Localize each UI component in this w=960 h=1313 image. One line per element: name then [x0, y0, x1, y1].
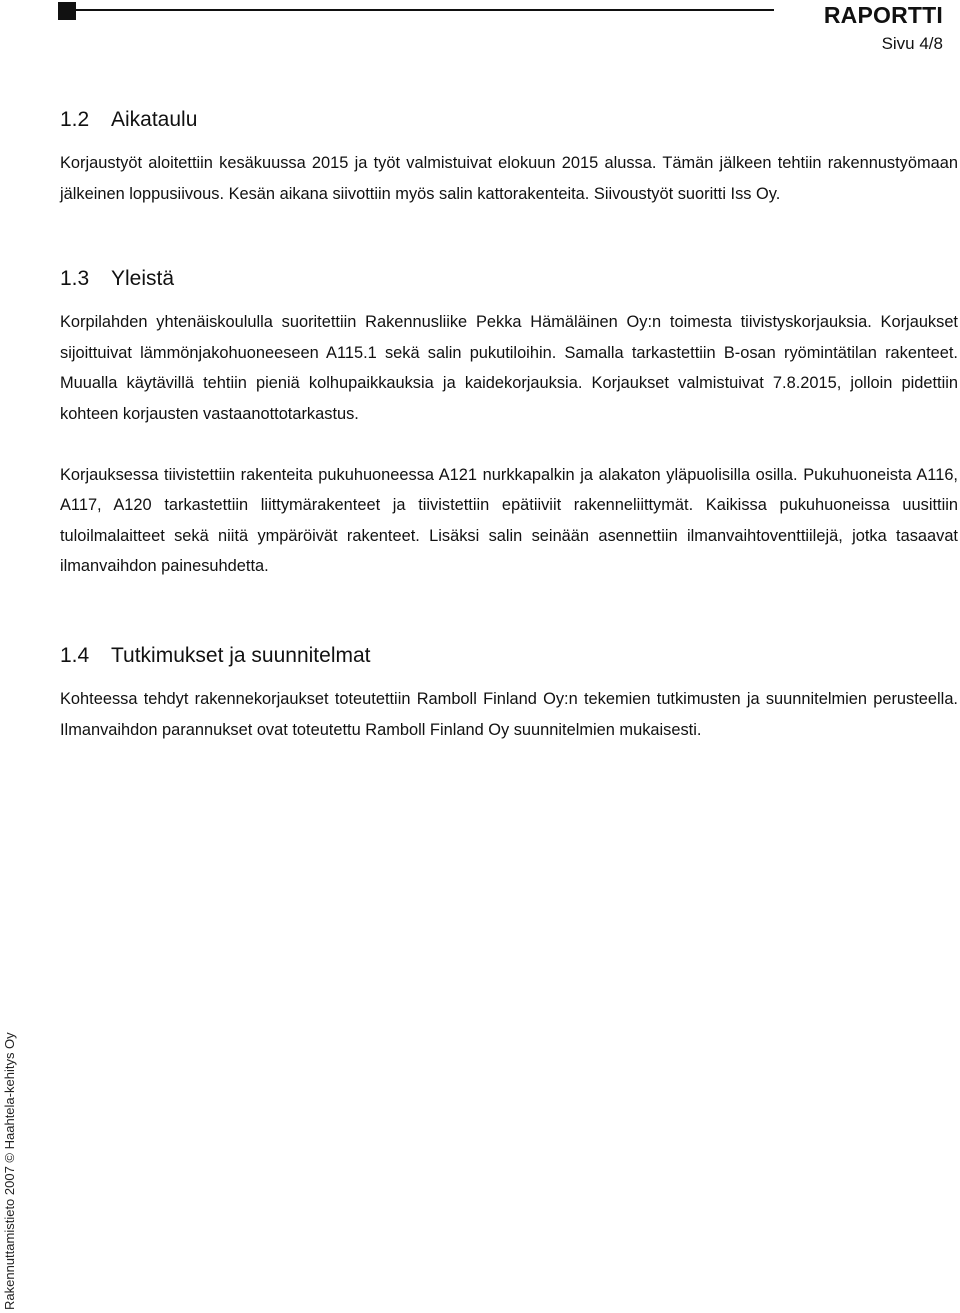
- section-aikataulu: [60, 107, 958, 209]
- document-type-label: RAPORTTI: [823, 2, 943, 28]
- page-number: Sivu 4/8: [881, 34, 943, 53]
- section-number: 1.4: [60, 644, 90, 667]
- section-heading: [60, 266, 958, 291]
- section-heading: [60, 107, 958, 132]
- header-square-mark: [58, 2, 76, 20]
- section-yleista: [60, 266, 958, 582]
- paragraph: Kohteessa tehdyt rakennekorjaukset toteutettiin Ramboll Finland Oy:n tekemien tutkimusten ja suunnitelmien perusteella. Ilmanvaihdon parannukset ovat toteutettu Ramboll Finland Oy suunnitelmien mukaisesti.: [60, 690, 958, 739]
- section-title: Tutkimukset ja suunnitelmat: [111, 644, 371, 667]
- paragraph: Korpilahden yhtenäiskoululla suoritettiin Rakennusliike Pekka Hämäläinen Oy:n toimesta tiivistyskorjauksia. Korjaukset sijoittuivat lämmönjakohuoneeseen A115.1 sekä salin pukutiloihin. Samalla tarkastettiin B-osan ryömintätilan rakenteet. Muualla käytävillä tehtiin pieniä kolhupaikkauksia ja kaidekorjauksia. Korjaukset valmistuivat 7.8.2015, jolloin pidettiin kohteen korjausten vastaanottotarkastus.: [60, 313, 958, 423]
- section-tutkimukset-ja-suunnitelmat: [60, 643, 958, 745]
- paragraph: Korjaustyöt aloitettiin kesäkuussa 2015 ja työt valmistuivat elokuun 2015 alussa. Tämän jälkeen tehtiin rakennustyömaan jälkeinen loppusiivous. Kesän aikana siivottiin myös salin kattorakenteita. Siivoustyöt suoritti Iss Oy.: [60, 154, 958, 203]
- section-number: 1.2: [60, 108, 90, 131]
- section-number: 1.3: [60, 267, 90, 290]
- section-heading: [60, 643, 958, 668]
- header-rule: [58, 9, 774, 11]
- section-title: Aikataulu: [111, 108, 198, 131]
- section-title: Yleistä: [111, 267, 175, 290]
- side-credit-text: Rakennuttamistieto 2007 © Haahtela-kehitys Oy: [2, 1032, 17, 1310]
- paragraph: Korjauksessa tiivistettiin rakenteita pukuhuoneessa A121 nurkkapalkin ja alakaton yläpuolisilla osilla. Pukuhuoneista A116, A117, A120 tarkastettiin liittymärakenteet ja tiivistettiin epätiiviit rakenneliittymät. Kaikissa pukuhuoneissa uusittiin tuloilmalaitteet sekä niitä ympäröivät rakenteet. Lisäksi salin seinään asennettiin ilmanvaihtoventtiilejä, jotka tasaavat ilmanvaihdon painesuhdetta.: [60, 465, 958, 576]
